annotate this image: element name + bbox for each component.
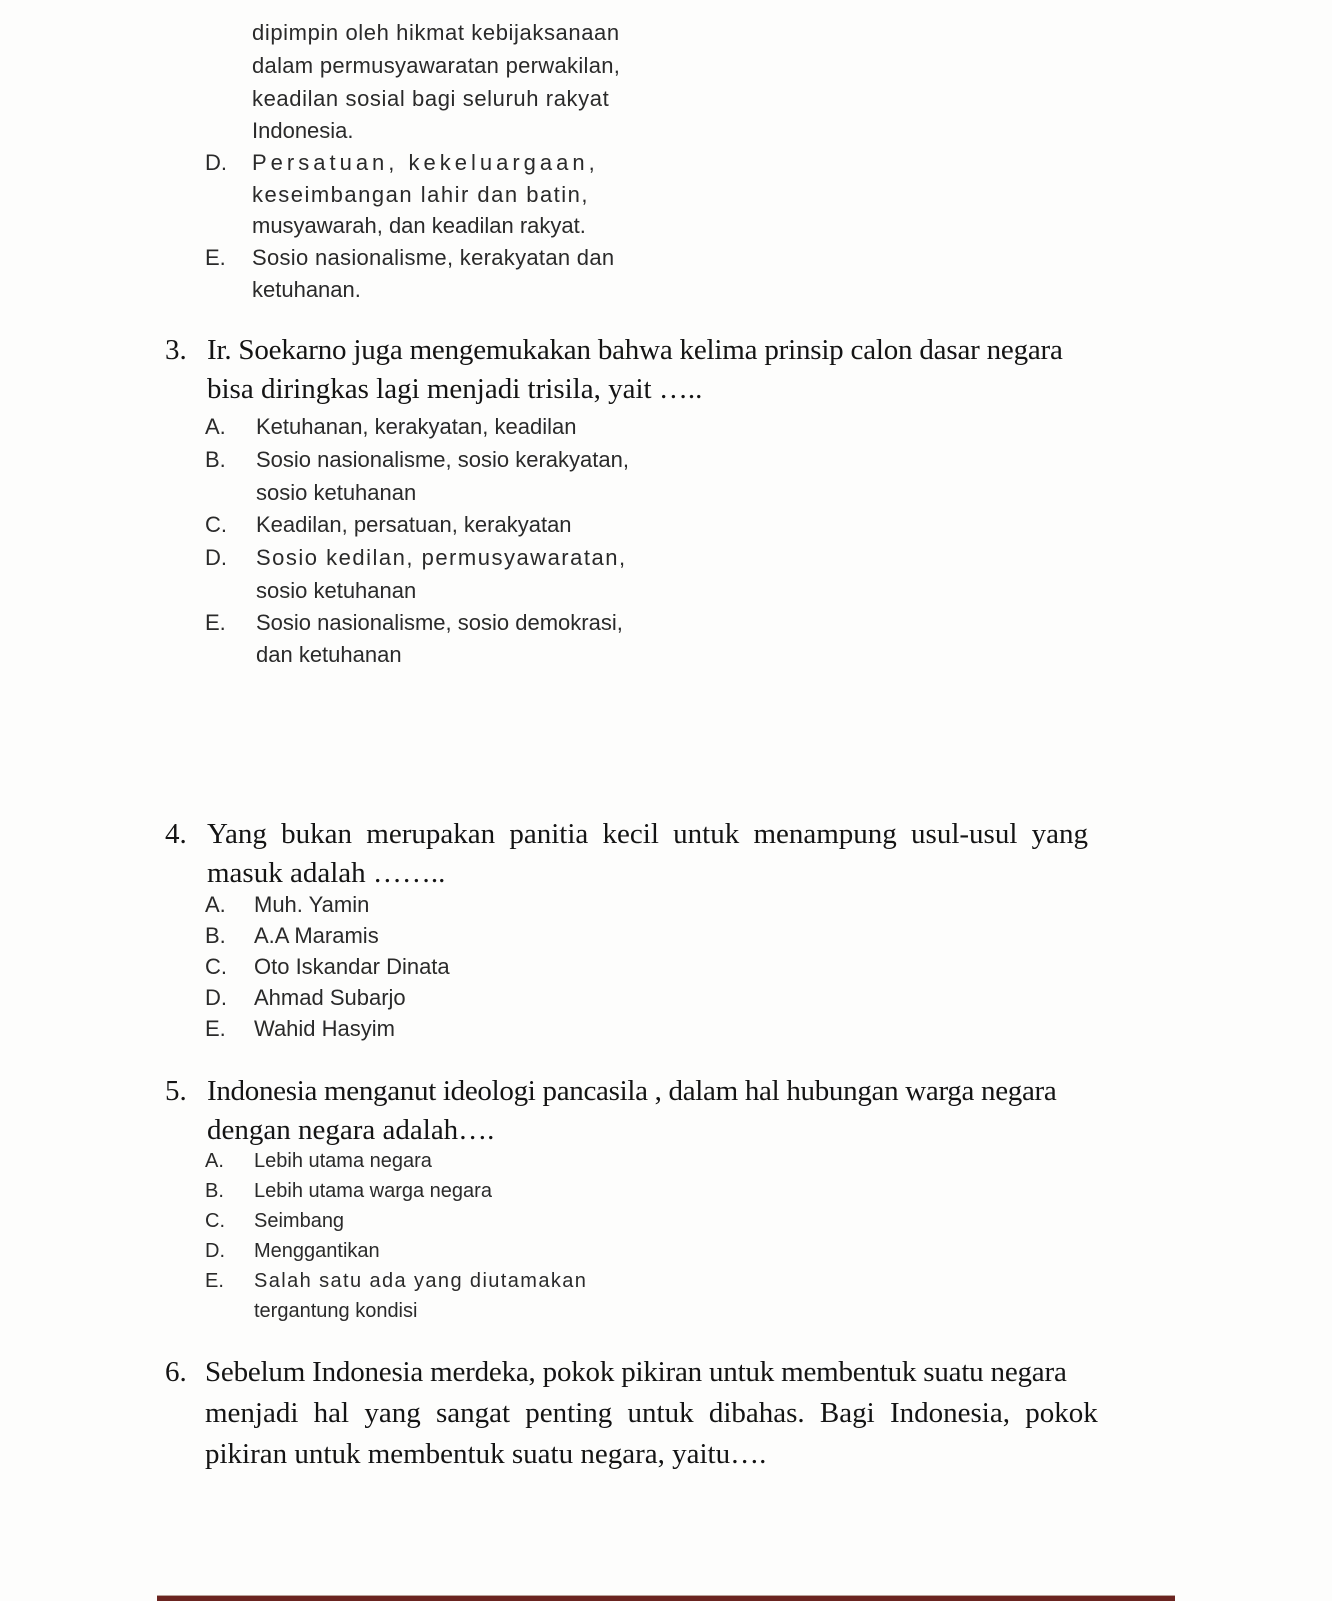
- option-d-text[interactable]: Ahmad Subarjo: [254, 985, 406, 1010]
- option-e-text-cont: dan ketuhanan: [256, 642, 402, 667]
- question-text-line: Indonesia menganut ideologi pancasila , dalam hal hubungan warga negara: [207, 1075, 1057, 1107]
- question-text-line: menjadi hal yang sangat penting untuk dibahas. Bagi Indonesia, pokok: [205, 1397, 1098, 1429]
- option-letter-d: D.: [205, 985, 227, 1010]
- option-letter-c: C.: [205, 512, 227, 537]
- option-a-text[interactable]: Ketuhanan, kerakyatan, keadilan: [256, 414, 577, 439]
- question-text-line: dengan negara adalah….: [207, 1114, 495, 1146]
- option-e-text[interactable]: Wahid Hasyim: [254, 1016, 395, 1041]
- option-letter-b: B.: [205, 923, 226, 948]
- question-text-line: pikiran untuk membentuk suatu negara, yaitu….: [205, 1438, 767, 1470]
- option-text-line: dipimpin oleh hikmat kebijaksanaan: [252, 20, 620, 45]
- option-letter-c: C.: [205, 954, 227, 979]
- option-text-line: keseimbangan lahir dan batin,: [252, 182, 590, 207]
- option-a-text[interactable]: Lebih utama negara: [254, 1150, 432, 1172]
- option-d-text[interactable]: Menggantikan: [254, 1240, 380, 1262]
- option-d-text-cont: sosio ketuhanan: [256, 578, 417, 603]
- option-letter-e: E.: [205, 1270, 224, 1292]
- question-number: 3.: [165, 334, 187, 366]
- option-letter-b: B.: [205, 1180, 224, 1202]
- option-c-text[interactable]: Oto Iskandar Dinata: [254, 954, 450, 979]
- option-d-text[interactable]: Sosio kedilan, permusyawaratan,: [256, 545, 627, 570]
- option-b-text[interactable]: A.A Maramis: [254, 923, 379, 948]
- option-text-line: dalam permusyawaratan perwakilan,: [252, 53, 621, 78]
- question-text-line: Ir. Soekarno juga mengemukakan bahwa kelima prinsip calon dasar negara: [207, 334, 1063, 366]
- option-b-text[interactable]: Sosio nasionalisme, sosio kerakyatan,: [256, 447, 629, 472]
- option-a-text[interactable]: Muh. Yamin: [254, 892, 370, 917]
- option-letter-a: A.: [205, 1150, 224, 1172]
- option-letter-d: D.: [205, 1240, 225, 1262]
- question-number: 6.: [165, 1356, 187, 1388]
- question-text-line: bisa diringkas lagi menjadi trisila, yait …..: [207, 373, 703, 405]
- question-number: 5.: [165, 1075, 187, 1107]
- option-e-text[interactable]: Sosio nasionalisme, sosio demokrasi,: [256, 610, 623, 635]
- option-letter-e: E.: [205, 245, 226, 270]
- question-text-line: masuk adalah ……..: [207, 857, 446, 889]
- option-text-line: Sosio nasionalisme, kerakyatan dan: [252, 245, 615, 270]
- question-text-line: Sebelum Indonesia merdeka, pokok pikiran untuk membentuk suatu negara: [205, 1356, 1067, 1388]
- footer-divider-bar: [157, 1595, 1175, 1601]
- option-letter-d: D.: [205, 150, 227, 175]
- option-e-text-cont: tergantung kondisi: [254, 1300, 418, 1322]
- option-letter-e: E.: [205, 1016, 226, 1041]
- option-text-line: Persatuan, kekeluargaan,: [252, 150, 599, 175]
- question-text-line: Yang bukan merupakan panitia kecil untuk menampung usul-usul yang: [207, 818, 1089, 850]
- option-b-text[interactable]: Lebih utama warga negara: [254, 1180, 492, 1202]
- option-text-line: ketuhanan.: [252, 277, 361, 302]
- option-letter-c: C.: [205, 1210, 225, 1232]
- option-text-line: Indonesia.: [252, 118, 354, 143]
- question-number: 4.: [165, 818, 187, 850]
- option-text-line: musyawarah, dan keadilan rakyat.: [252, 213, 586, 238]
- option-c-text[interactable]: Seimbang: [254, 1210, 345, 1232]
- option-c-text[interactable]: Keadilan, persatuan, kerakyatan: [256, 512, 572, 537]
- option-e-text[interactable]: Salah satu ada yang diutamakan: [254, 1270, 588, 1292]
- option-text-line: keadilan sosial bagi seluruh rakyat: [252, 86, 610, 111]
- option-letter-a: A.: [205, 414, 226, 439]
- option-letter-b: B.: [205, 447, 226, 472]
- option-letter-a: A.: [205, 892, 226, 917]
- option-b-text-cont: sosio ketuhanan: [256, 480, 417, 505]
- option-letter-e: E.: [205, 610, 226, 635]
- option-letter-d: D.: [205, 545, 227, 570]
